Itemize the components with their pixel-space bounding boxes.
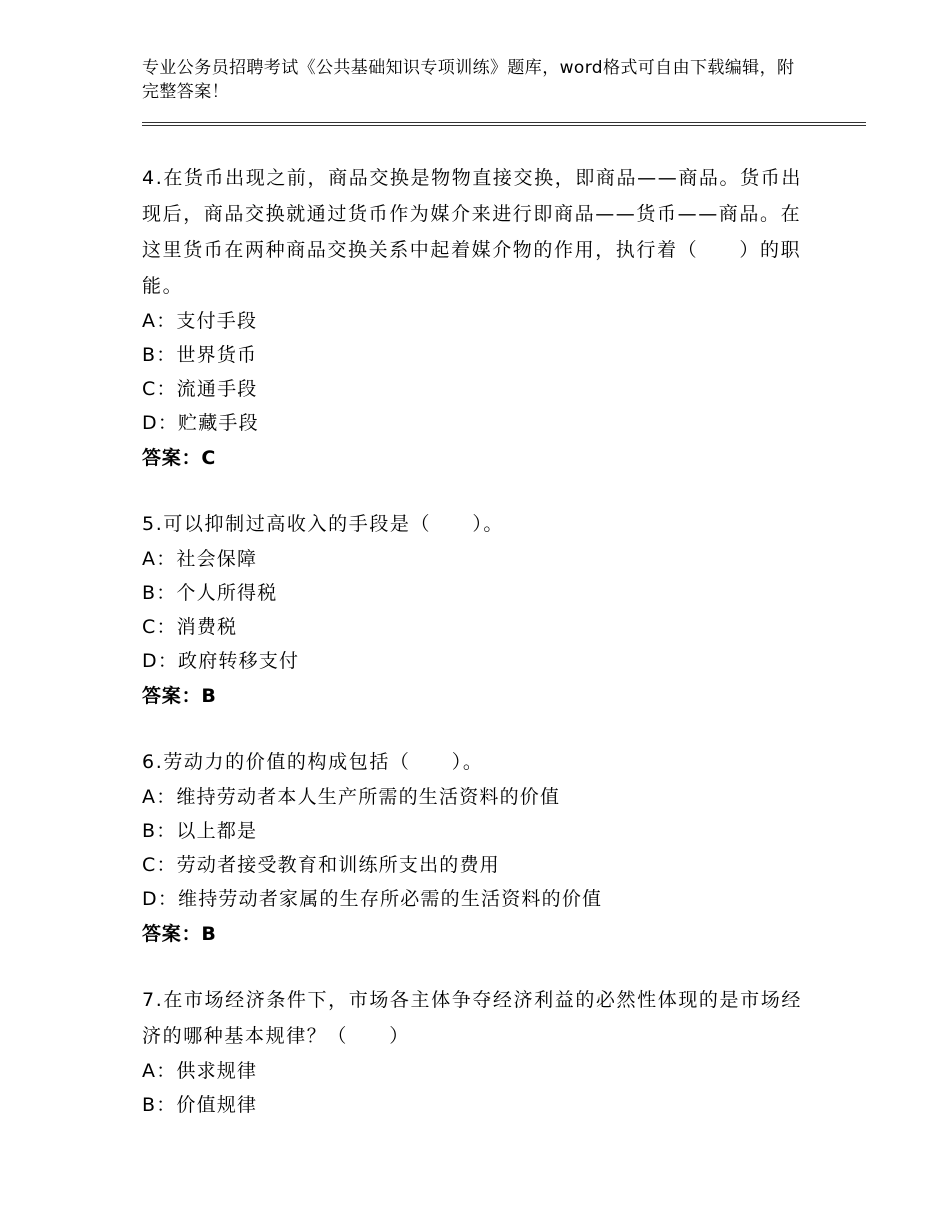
question-5: [142, 506, 802, 714]
option-d: D：维持劳动者家属的生存所必需的生活资料的价值: [142, 888, 603, 910]
option-c: C：流通手段: [142, 378, 258, 400]
option-b: B：以上都是: [142, 820, 258, 842]
option-d: D：贮藏手段: [142, 412, 259, 434]
option-a: A：支付手段: [142, 310, 258, 332]
question-6: [142, 744, 802, 952]
answer-label: 答案：: [142, 685, 202, 707]
question-list: [142, 160, 802, 1152]
answer-line: [142, 916, 802, 952]
option-d: D：政府转移支付: [142, 650, 300, 672]
option-b: B：个人所得税: [142, 582, 278, 604]
answer-value: B: [201, 923, 217, 945]
header-rule-top: [142, 122, 866, 123]
header-rule-bottom: [142, 125, 866, 126]
question-stem: 7.在市场经济条件下，市场各主体争夺经济利益的必然性体现的是市场经济的哪种基本规律？（ ）: [142, 989, 802, 1047]
option-b: B：价值规律: [142, 1094, 258, 1116]
question-stem: 4.在货币出现之前，商品交换是物物直接交换，即商品——商品。货币出现后，商品交换就通过货币作为媒介来进行即商品——货币——商品。在这里货币在两种商品交换关系中起着媒介物的作用，执行着（ ）的职能。: [142, 167, 802, 297]
answer-label: 答案：: [142, 923, 202, 945]
answer-line: [142, 440, 802, 476]
option-c: C：劳动者接受教育和训练所支出的费用: [142, 854, 500, 876]
option-b: B：世界货币: [142, 344, 258, 366]
option-a: A：供求规律: [142, 1060, 258, 1082]
option-a: A：维持劳动者本人生产所需的生活资料的价值: [142, 786, 561, 808]
option-a: A：社会保障: [142, 548, 258, 570]
question-stem: 5.可以抑制过高收入的手段是（ ）。: [142, 513, 505, 535]
question-7: [142, 982, 802, 1122]
answer-value: B: [201, 685, 217, 707]
option-c: C：消费税: [142, 616, 238, 638]
answer-label: 答案：: [142, 447, 202, 469]
document-header: 专业公务员招聘考试《公共基础知识专项训练》题库，word格式可自由下载编辑，附完整答案！: [142, 58, 795, 102]
question-stem: 6.劳动力的价值的构成包括（ ）。: [142, 751, 484, 773]
answer-value: C: [201, 447, 217, 469]
answer-line: [142, 678, 802, 714]
question-4: [142, 160, 802, 476]
